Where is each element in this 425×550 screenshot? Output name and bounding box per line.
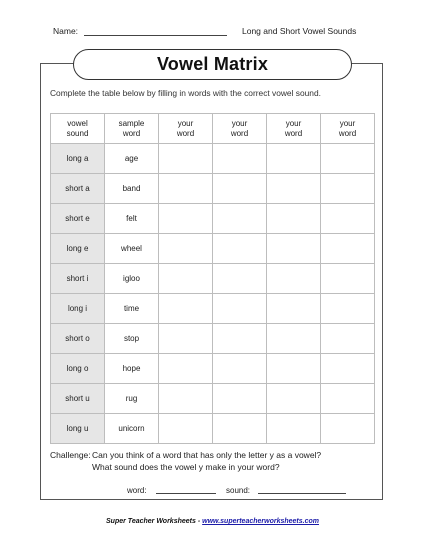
table-row xyxy=(51,264,375,294)
vowel-matrix-table xyxy=(50,113,375,444)
answer-cell[interactable] xyxy=(159,414,213,444)
answer-cell[interactable] xyxy=(159,174,213,204)
challenge-label: Challenge: xyxy=(50,450,91,460)
answer-cell[interactable] xyxy=(321,324,375,354)
table-row xyxy=(51,324,375,354)
answer-cell[interactable] xyxy=(267,414,321,444)
header-your-word-4: your word xyxy=(321,114,375,144)
sample-word-cell: hope xyxy=(105,354,159,384)
vowel-sound-cell: long a xyxy=(51,144,105,174)
answer-cell[interactable] xyxy=(267,264,321,294)
vowel-sound-cell: long i xyxy=(51,294,105,324)
challenge-question-1: Can you think of a word that has only the letter y as a vowel? xyxy=(92,450,322,460)
header-your-word-2: your word xyxy=(213,114,267,144)
answer-cell[interactable] xyxy=(159,384,213,414)
vowel-sound-cell: short a xyxy=(51,174,105,204)
answer-cell[interactable] xyxy=(267,234,321,264)
vowel-sound-cell: long o xyxy=(51,354,105,384)
answer-cell[interactable] xyxy=(159,294,213,324)
answer-cell[interactable] xyxy=(159,354,213,384)
sound-label: sound: xyxy=(226,486,251,495)
answer-cell[interactable] xyxy=(159,144,213,174)
title-banner xyxy=(73,49,352,80)
instructions: Complete the table below by filling in words with the correct vowel sound. xyxy=(50,88,321,98)
answer-cell[interactable] xyxy=(267,174,321,204)
answer-cell[interactable] xyxy=(321,384,375,414)
header-your-word-1: your word xyxy=(159,114,213,144)
answer-cell[interactable] xyxy=(267,324,321,354)
answer-cell[interactable] xyxy=(213,324,267,354)
challenge-question-2: What sound does the vowel y make in your word? xyxy=(92,462,280,472)
answer-cell[interactable] xyxy=(321,264,375,294)
answer-cell[interactable] xyxy=(213,174,267,204)
answer-cell[interactable] xyxy=(213,234,267,264)
header-vowel-sound: vowel sound xyxy=(51,114,105,144)
answer-cell[interactable] xyxy=(321,174,375,204)
vowel-sound-cell: long u xyxy=(51,414,105,444)
answer-cell[interactable] xyxy=(213,384,267,414)
vowel-sound-cell: short e xyxy=(51,204,105,234)
name-field-line[interactable] xyxy=(84,35,227,36)
name-label: Name: xyxy=(53,26,79,36)
word-answer-line[interactable] xyxy=(156,493,216,494)
word-label: word: xyxy=(127,486,147,495)
worksheet-subject: Long and Short Vowel Sounds xyxy=(242,26,357,36)
sample-word-cell: felt xyxy=(105,204,159,234)
vowel-sound-cell: short i xyxy=(51,264,105,294)
table-row xyxy=(51,384,375,414)
footer-separator: - xyxy=(197,518,201,525)
sound-answer-line[interactable] xyxy=(258,493,346,494)
sample-word-cell: time xyxy=(105,294,159,324)
answer-cell[interactable] xyxy=(159,204,213,234)
answer-cell[interactable] xyxy=(213,264,267,294)
sample-word-cell: band xyxy=(105,174,159,204)
sample-word-cell: unicorn xyxy=(105,414,159,444)
header-sample-word: sample word xyxy=(105,114,159,144)
answer-cell[interactable] xyxy=(159,264,213,294)
answer-cell[interactable] xyxy=(321,204,375,234)
answer-cell[interactable] xyxy=(159,324,213,354)
table-row xyxy=(51,294,375,324)
answer-cell[interactable] xyxy=(267,294,321,324)
table-header-row xyxy=(51,114,375,144)
table-row xyxy=(51,144,375,174)
answer-cell[interactable] xyxy=(267,204,321,234)
answer-cell[interactable] xyxy=(267,384,321,414)
header-your-word-3: your word xyxy=(267,114,321,144)
answer-cell[interactable] xyxy=(321,354,375,384)
vowel-sound-cell: short o xyxy=(51,324,105,354)
answer-cell[interactable] xyxy=(213,204,267,234)
table-row xyxy=(51,414,375,444)
sample-word-cell: igloo xyxy=(105,264,159,294)
answer-cell[interactable] xyxy=(213,414,267,444)
vowel-sound-cell: long e xyxy=(51,234,105,264)
answer-cell[interactable] xyxy=(213,294,267,324)
answer-cell[interactable] xyxy=(213,354,267,384)
footer-brand: Super Teacher Worksheets xyxy=(106,518,196,525)
answer-cell[interactable] xyxy=(321,144,375,174)
vowel-sound-cell: short u xyxy=(51,384,105,414)
sample-word-cell: age xyxy=(105,144,159,174)
footer xyxy=(0,518,425,525)
answer-cell[interactable] xyxy=(159,234,213,264)
page-title: Vowel Matrix xyxy=(156,54,269,74)
footer-link[interactable]: www.superteacherworksheets.com xyxy=(202,518,319,525)
sample-word-cell: stop xyxy=(105,324,159,354)
answer-cell[interactable] xyxy=(321,414,375,444)
answer-cell[interactable] xyxy=(267,354,321,384)
table-row xyxy=(51,354,375,384)
sample-word-cell: wheel xyxy=(105,234,159,264)
table-row xyxy=(51,174,375,204)
table-row xyxy=(51,204,375,234)
sample-word-cell: rug xyxy=(105,384,159,414)
answer-cell[interactable] xyxy=(213,144,267,174)
answer-cell[interactable] xyxy=(321,294,375,324)
answer-cell[interactable] xyxy=(321,234,375,264)
table-row xyxy=(51,234,375,264)
answer-cell[interactable] xyxy=(267,144,321,174)
